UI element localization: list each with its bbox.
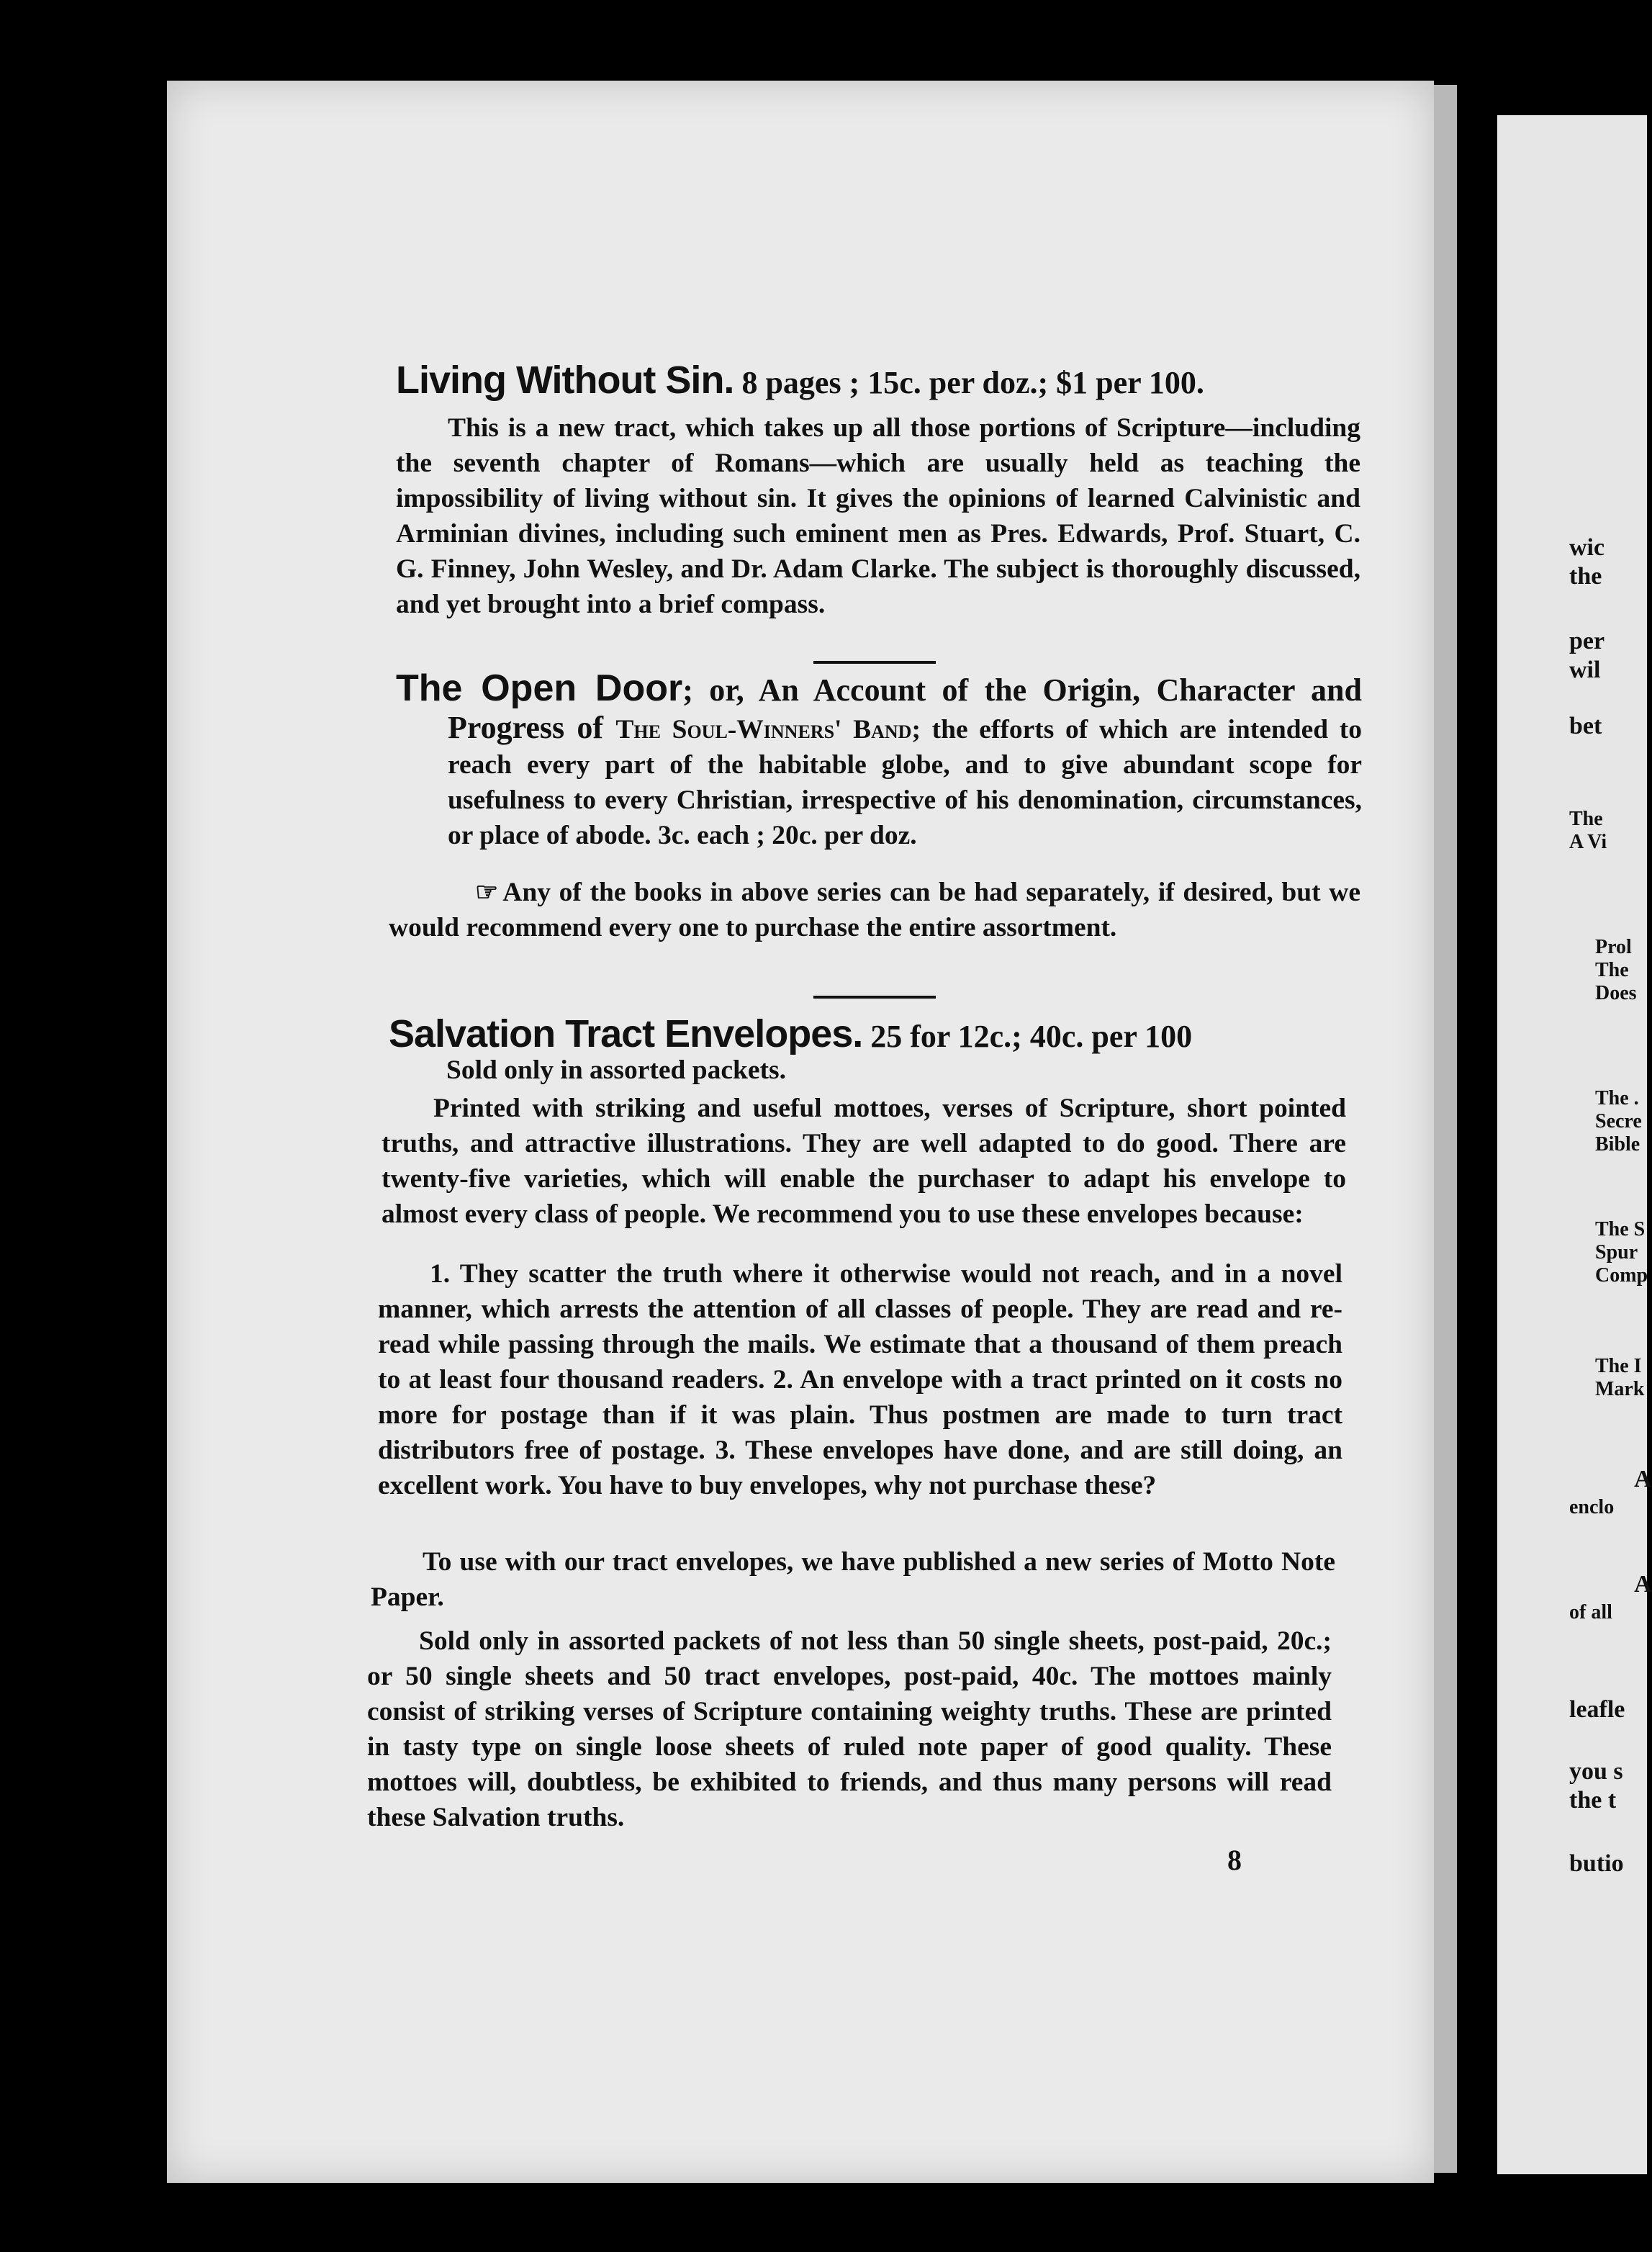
adjacent-text: enclo — [1569, 1496, 1615, 1518]
section-divider — [813, 996, 936, 999]
series-note — [389, 875, 1360, 945]
adjacent-text: A — [1634, 1571, 1652, 1598]
section-title-envelopes: Salvation Tract Envelopes. — [389, 1012, 863, 1055]
open-door-text-a: ; or, An Account of the Origin, Character and Progress of — [448, 672, 1362, 745]
adjacent-text: the — [1569, 563, 1602, 590]
adjacent-page — [1497, 115, 1652, 2174]
adjacent-text: The . — [1595, 1087, 1639, 1109]
adjacent-text: Bible — [1595, 1133, 1640, 1156]
adjacent-text: Prol — [1595, 936, 1632, 958]
adjacent-text: The I — [1595, 1355, 1642, 1377]
soul-winners-band: The Soul-Winners' Band — [615, 715, 912, 744]
adjacent-text: per — [1569, 628, 1605, 654]
section-price-living: 8 pages ; 15c. per doz.; $1 per 100. — [734, 365, 1204, 400]
adjacent-text: The — [1569, 808, 1603, 830]
section-price-envelopes: 25 for 12c.; 40c. per 100 — [862, 1019, 1193, 1054]
adjacent-text: Secre — [1595, 1110, 1642, 1132]
adjacent-text: Spur — [1595, 1241, 1638, 1264]
adjacent-text: A Vi — [1569, 831, 1607, 853]
adjacent-text: of all — [1569, 1601, 1612, 1623]
adjacent-text: Does — [1595, 982, 1637, 1004]
adjacent-text: wil — [1569, 657, 1601, 683]
pointing-hand-icon: ☞ — [475, 878, 499, 906]
envelopes-paragraph-1: Printed with striking and useful mottoes, verses of Scripture, short pointed truths, and attractive illustrations. They are well adapted to do good. There are twenty-five varieties, which will enable the purchaser to adapt his envelope to almost every class of people. We recommend you to use these envelopes because: — [382, 1094, 1346, 1229]
page-number: 8 — [1227, 1844, 1242, 1876]
series-note-text: Any of the books in above series can be had separately, if desired, but we would recommend every one to purchase the entire assortment. — [389, 878, 1360, 942]
adjacent-text: leafle — [1569, 1696, 1625, 1723]
adjacent-text: A — [1634, 1466, 1652, 1492]
adjacent-text: bet — [1569, 713, 1602, 739]
adjacent-text: the t — [1569, 1787, 1617, 1814]
section-divider — [813, 661, 936, 664]
adjacent-text: you s — [1569, 1758, 1623, 1785]
section-body-open-door — [396, 667, 1362, 853]
adjacent-text: The — [1595, 959, 1629, 981]
section-heading-envelopes — [389, 1014, 1192, 1057]
section-title-living: Living Without Sin. — [396, 359, 734, 402]
adjacent-text: Mark — [1595, 1378, 1645, 1400]
section-body-living: This is a new tract, which takes up all those portions of Scripture—including the seventh chapter of Romans—which are usually held as teaching the impossibility of living without sin. It gives the opinions of learned Calvinistic and Arminian divines, including such eminent men as Pres. Edwards, Prof. Stuart, C. G. Finney, John Wesley, and Dr. Adam Clarke. The subject is thoroughly discussed, and yet brought into a brief compass. — [396, 413, 1360, 619]
envelopes-subline: Sold only in assorted packets. — [446, 1055, 786, 1085]
adjacent-text: The S — [1595, 1218, 1646, 1240]
envelopes-paragraph-2: 1. They scatter the truth where it otherwise would not reach, and in a novel manner, which arrests the attention of all classes of people. They are read and re-read while passing through the mails. We estimate that a thousand of them preach to at least four thousand readers. 2. An envelope with a tract printed on it costs no more for postage than if it was plain. Thus postmen are made to turn tract distributors free of postage. 3. These envelopes have done, and are still doing, an excellent work. You have to buy envelopes, why not purchase these? — [378, 1259, 1342, 1500]
open-door-text-b: ; the efforts of which are intended to reach every part of the habitable globe, and to give abundant scope for usefulness to every Christian, irrespective of his denomination, circumstances, or place of abode. 3c. each ; 20c. per doz. — [448, 715, 1362, 850]
page-edge — [1434, 85, 1457, 2173]
adjacent-text: butio — [1569, 1850, 1624, 1877]
envelopes-paragraph-3: To use with our tract envelopes, we have published a new series of Motto Note Paper. — [371, 1547, 1335, 1612]
adjacent-text: wic — [1569, 534, 1605, 561]
adjacent-text: Comp — [1595, 1264, 1648, 1287]
envelopes-paragraph-4: Sold only in assorted packets of not less than 50 single sheets, post-paid, 20c.; or 50 single sheets and 50 tract envelopes, post-paid, 40c. The mottoes mainly consist of striking verses of Scripture containing weighty truths. These are printed in tasty type on single loose sheets of ruled note paper of good quality. These mottoes will, doubtless, be exhibited to friends, and thus many persons will read these Salvation truths. — [367, 1626, 1332, 1832]
section-title-open-door: The Open Door — [396, 667, 683, 709]
section-heading-living — [396, 360, 1204, 403]
